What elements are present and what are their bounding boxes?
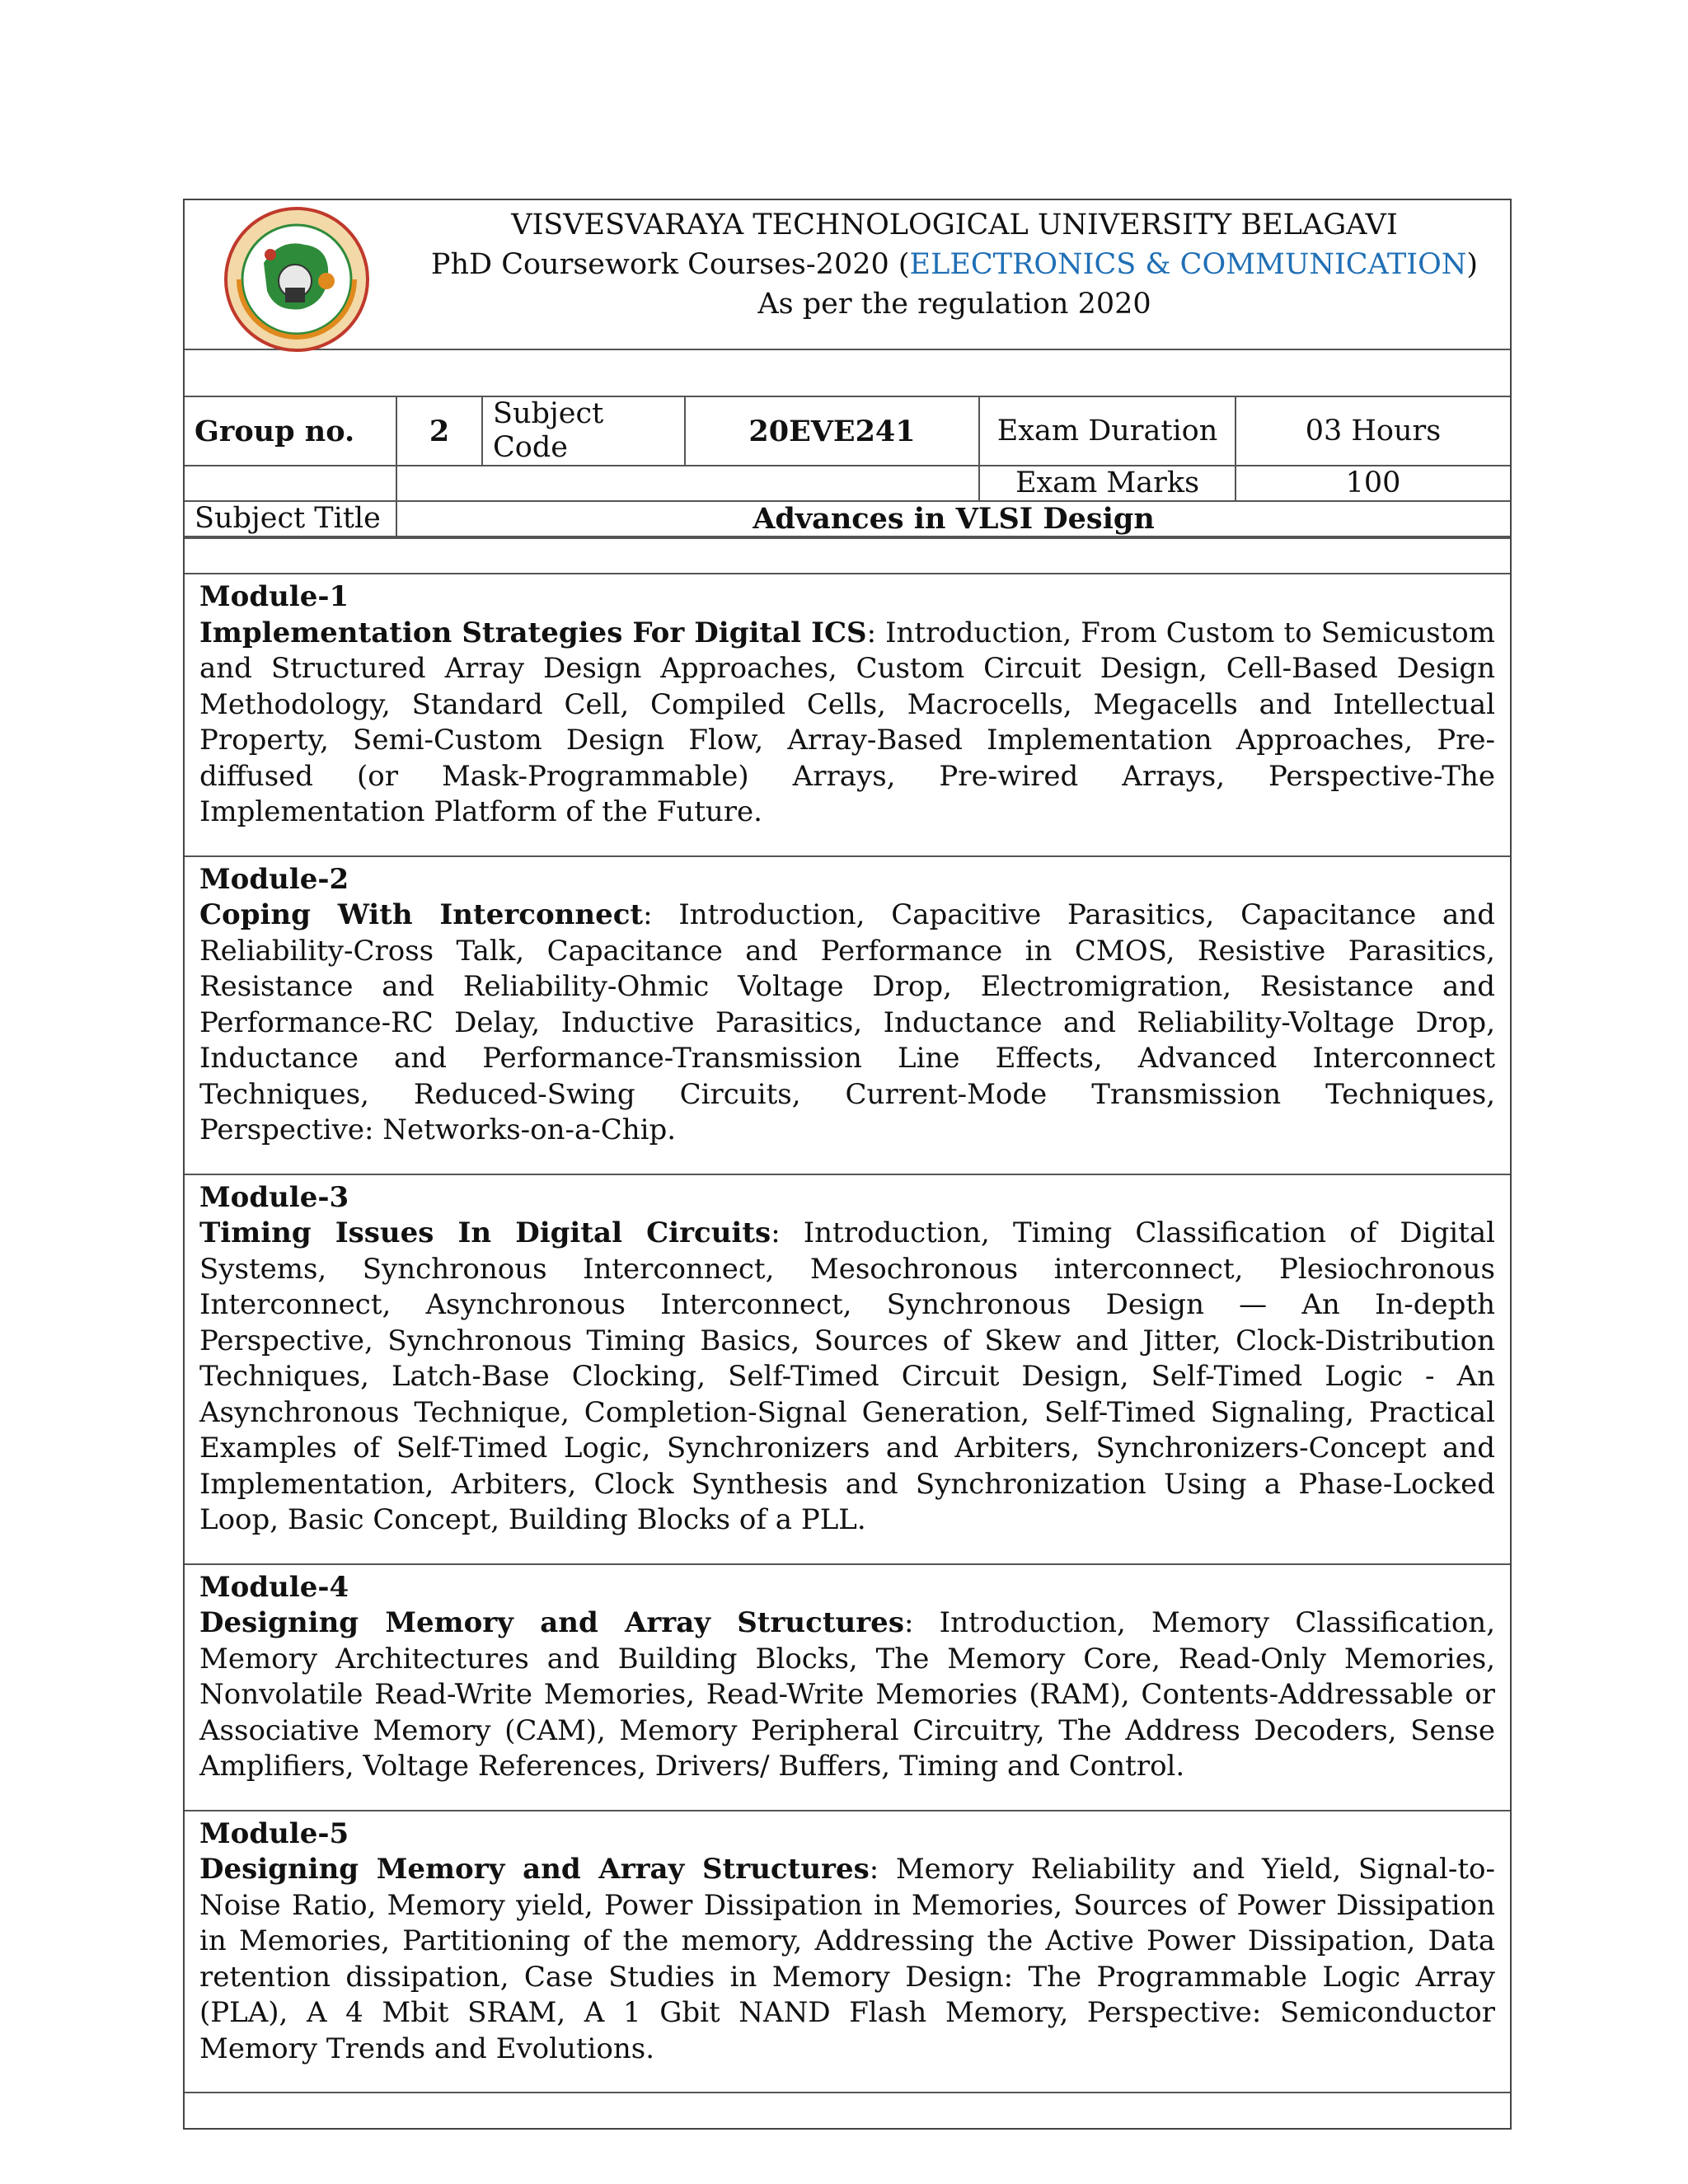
course-suffix: ) — [1466, 248, 1479, 281]
module-heading: Module-3 — [199, 1180, 349, 1214]
empty-cell — [185, 466, 396, 501]
module-1 — [185, 574, 1510, 857]
module-2 — [185, 857, 1510, 1175]
course-info-table — [185, 397, 1510, 537]
document-title — [399, 205, 1510, 324]
module-heading: Module-4 — [199, 1570, 349, 1604]
subject-code-label: Subject Code — [482, 397, 685, 466]
subject-code-value: 20EVE241 — [685, 397, 979, 466]
exam-duration-label: Exam Duration — [979, 397, 1236, 466]
exam-marks-label: Exam Marks — [979, 466, 1236, 501]
subject-title-value: Advances in VLSI Design — [396, 501, 1510, 537]
group-label: Group no. — [185, 397, 396, 466]
info-table-section — [185, 397, 1510, 539]
subject-title-label: Subject Title — [185, 501, 396, 537]
course-line — [399, 245, 1510, 284]
module-topic: Designing Memory and Array Structures — [199, 1853, 870, 1886]
exam-marks-value: 100 — [1236, 466, 1510, 501]
spacer-row — [185, 350, 1510, 397]
module-topic: Designing Memory and Array Structures — [199, 1606, 904, 1639]
module-3 — [185, 1175, 1510, 1565]
group-value: 2 — [396, 397, 482, 466]
module-topic: Timing Issues In Digital Circuits — [199, 1216, 771, 1249]
module-topic: Coping With Interconnect — [199, 898, 644, 931]
university-logo-icon — [223, 205, 371, 354]
end-row — [185, 2093, 1510, 2128]
exam-duration-value: 03 Hours — [1236, 397, 1510, 466]
regulation-line: As per the regulation 2020 — [757, 288, 1151, 321]
module-5 — [185, 1811, 1510, 2094]
course-prefix: PhD Coursework Courses-2020 ( — [430, 248, 910, 281]
syllabus-document — [183, 199, 1512, 2130]
module-body: : Memory Reliability and Yield, Signal-to-Noise Ratio, Memory yield, Power Dissipation in Memories, Sources of Power Dissipation in Memories, Partitioning of the memory, Addressing the Active Power Dissipation, Data retention dissipation, Case Studies in Memory Design: The Programmable Logic Array (PLA), A 4 Mbit SRAM, A 1 Gbit NAND Flash Memory, Perspective: Semiconductor Memory Trends and Evolutions. — [199, 1853, 1496, 2065]
module-topic: Implementation Strategies For Digital ICS — [199, 616, 867, 649]
university-name: VISVESVARAYA TECHNOLOGICAL UNIVERSITY BELAGAVI — [511, 209, 1398, 241]
spacer-row — [185, 539, 1510, 574]
module-body: : Introduction, Memory Classification, Memory Architectures and Building Blocks, The Memory Core, Read-Only Memories, Nonvolatile Read-Write Memories, Read-Write Memories (RAM), Contents-Addressable or Associative Memory (CAM), Memory Peripheral Circuitry, The Address Decoders, Sense Amplifiers, Voltage References, Drivers/ Buffers, Timing and Control. — [199, 1606, 1496, 1783]
module-heading: Module-1 — [199, 580, 349, 613]
module-body: : Introduction, Capacitive Parasitics, Capacitance and Reliability-Cross Talk, Capacitance and Performance in CMOS, Resistive Parasitics, Resistance and Reliability-Ohmic Voltage Drop, Electromigration, Resistance and Performance-RC Delay, Inductive Parasitics, Inductance and Reliability-Voltage Drop, Inductance and Performance-Transmission Line Effects, Advanced Interconnect Techniques, Reduced-Swing Circuits, Current-Mode Transmission Techniques, Perspective: Networks-on-a-Chip. — [199, 898, 1495, 1146]
module-body: : Introduction, Timing Classification of Digital Systems, Synchronous Interconnect, Mesochronous interconnect, Plesiochronous Interconnect, Asynchronous Interconnect, Synchronous Design — An In-depth Perspective, Synchronous Timing Basics, Sources of Skew and Jitter, Clock-Distribution Techniques, Latch-Base Clocking, Self-Timed Circuit Design, Self-Timed Logic - An Asynchronous Technique, Completion-Signal Generation, Self-Timed Signaling, Practical Examples of Self-Timed Logic, Synchronizers and Arbiters, Synchronizers-Concept and Implementation, Arbiters, Clock Synthesis and Synchronization Using a Phase-Locked Loop, Basic Concept, Building Blocks of a PLL. — [199, 1216, 1495, 1536]
module-heading: Module-2 — [199, 862, 349, 896]
module-4 — [185, 1565, 1510, 1811]
header-section — [185, 200, 1510, 350]
empty-cell — [396, 466, 979, 501]
module-heading: Module-5 — [199, 1816, 349, 1850]
module-body: : Introduction, From Custom to Semicustom and Structured Array Design Approaches, Custom Circuit Design, Cell-Based Design Methodology, Standard Cell, Compiled Cells, Macrocells, Megacells and Intellectual Property, Semi-Custom Design Flow, Array-Based Implementation Approaches, Pre-diffused (or Mask-Programmable) Arrays, Pre-wired Arrays, Perspective-The Implementation Platform of the Future. — [199, 616, 1495, 828]
department-name: ELECTRONICS & COMMUNICATION — [909, 248, 1467, 281]
